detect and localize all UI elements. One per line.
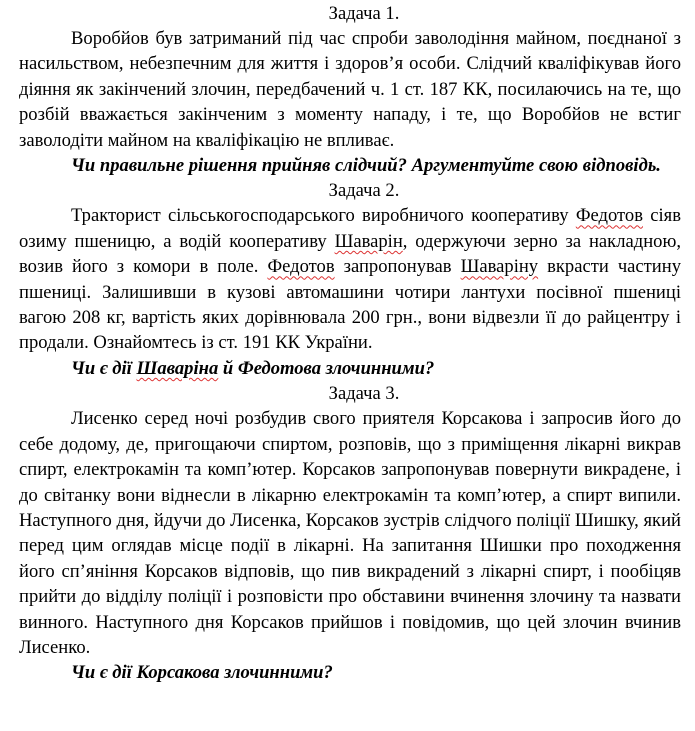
- task-question: Чи є дії Шаваріна й Федотова злочинними?: [71, 357, 435, 379]
- task-body: Тракторист сільськогосподарського виробничого кооперативу Федотов сіяв озиму пшеницю, а водій кооперативу Шаварін, одержуючи зерно за накладною, возив його з комори в поле. Федотов запропонував Шаваріну вкрасти частину пшениці. Залишивши в кузові автомашини чотири лантухи посівної пшениці вагою 208 кг, вартість яких дорівнювала 200 грн., вони відвезли її до райцентру і продали. Ознайомтесь із ст. 191 КК України.: [19, 205, 681, 354]
- task-body: Лисенко серед ночі розбудив свого приятеля Корсакова і запросив його до себе додому, де, пригощаючи спиртом, розповів, що з приміщення лікарні викрав спирт, електрокамін та комп’ютер. Корсаков запропонував повернути викрадене, і до світанку вони віднесли в лікарню електрокамін та комп’ютер, а спирт випили. Наступного дня, йдучи до Лисенка, Корсаков зустрів слідчого поліції Шишку, який перед цим оглядав місце події в лікарні. На запитання Шишки про походження його сп’яніння Корсаков відповів, що пив викрадений з лікарні спирт, і пообіцяв прийти до відділу поліції і розповісти про обставини вчинення злочину та назвати винного. Наступного дня Корсаков прийшов і повідомив, що цей злочин вчинив Лисенко.: [19, 408, 681, 658]
- task-title: Задача 1.: [328, 3, 400, 24]
- task-3: [19, 381, 681, 685]
- task-2: [19, 178, 681, 381]
- task-body: Воробйов був затриманий під час спроби заволодіння майном, поєднаної з насильством, небезпечним для життя і здоров’я особи. Слідчий кваліфікував його діяння як закінчений злочин, передбачений ч. 1 ст. 187 КК, посилаючись на те, що розбій вважається закінченим з моменту нападу, і те, що Воробйов не встиг заволодіти майном на кваліфікацію не впливає.: [19, 28, 681, 151]
- task-question: Чи правильне рішення прийняв слідчий? Аргументуйте свою відповідь.: [71, 155, 661, 177]
- task-1: [19, 1, 681, 178]
- task-question: Чи є дії Корсакова злочинними?: [71, 662, 333, 684]
- task-title: Задача 2.: [328, 180, 400, 202]
- task-title: Задача 3.: [328, 383, 400, 405]
